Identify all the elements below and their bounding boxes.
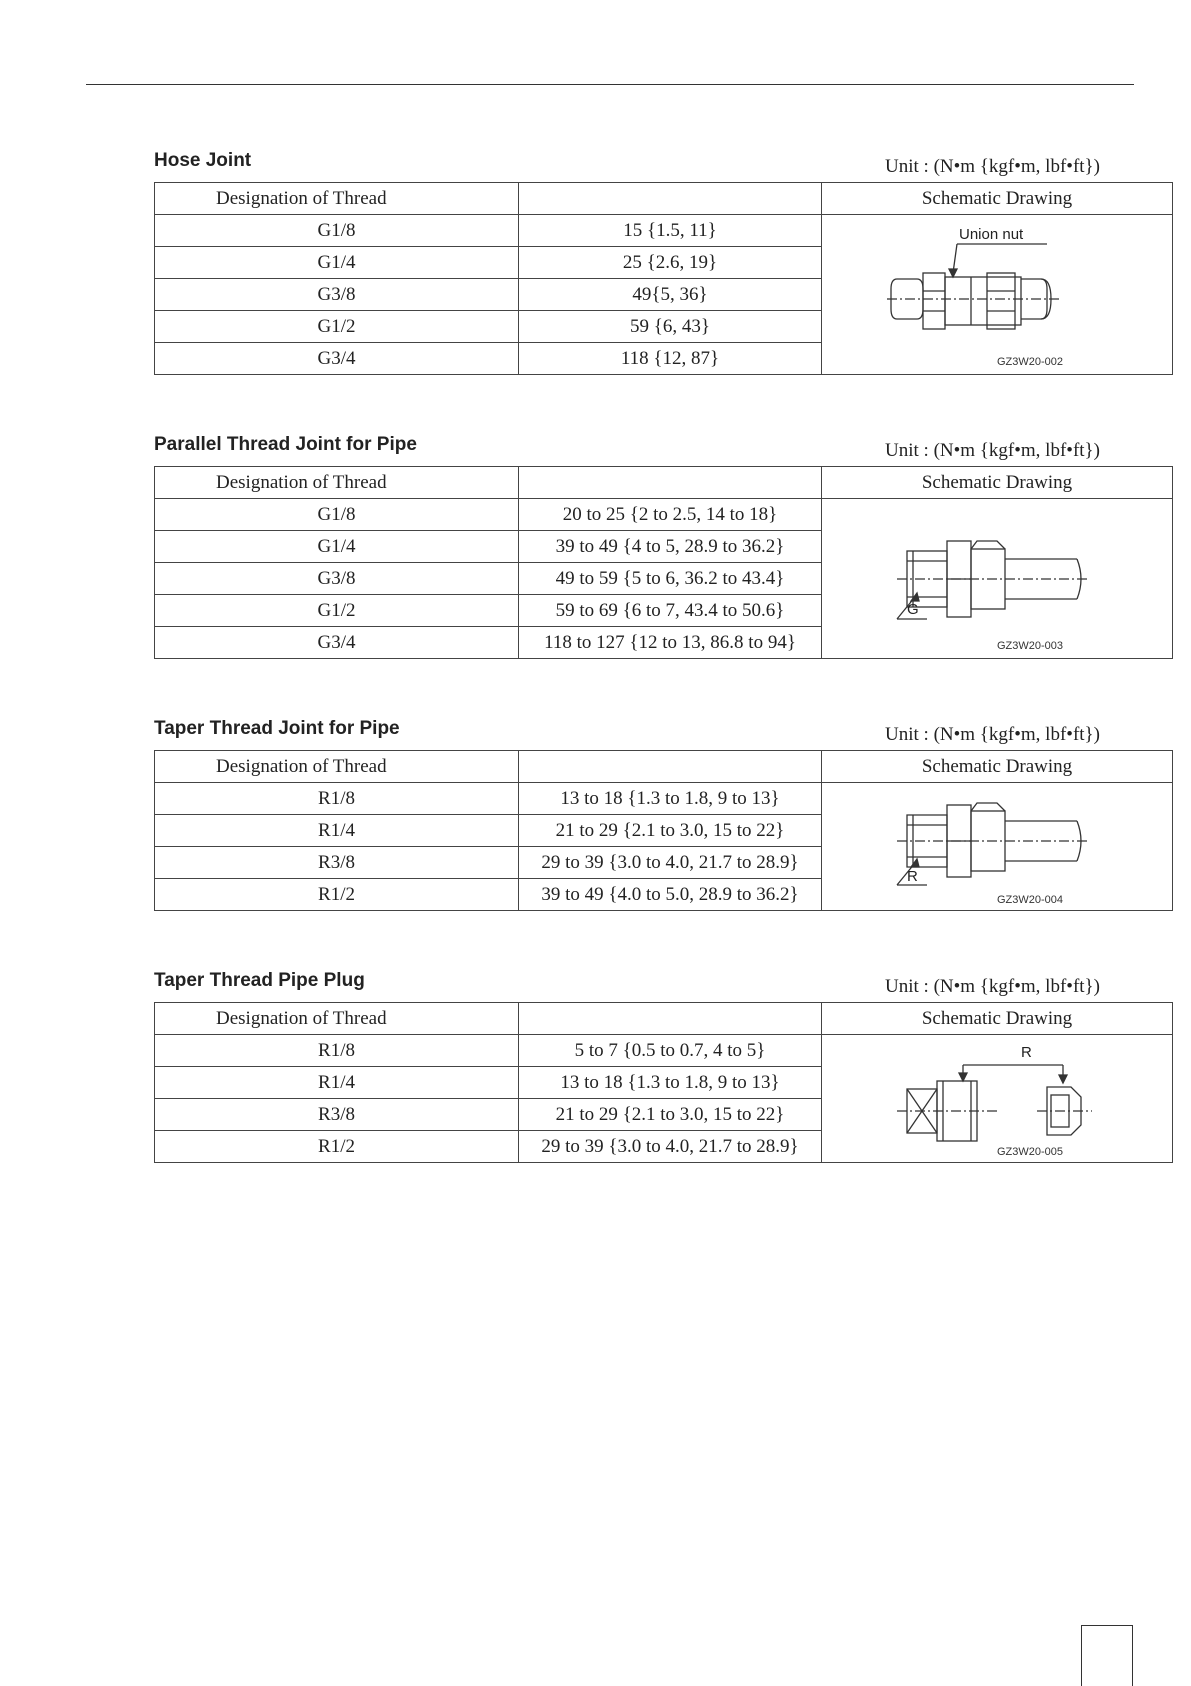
section-title: Taper Thread Pipe Plug [154,970,365,991]
unit-label: Unit : (N•m {kgf•m, lbf•ft}) [885,440,1100,461]
taper-joint-drawing [887,785,1107,909]
torque-cell: 59 to 69 {6 to 7, 43.4 to 50.6} [519,595,822,627]
pipe-plug-drawing [887,1037,1107,1161]
page-number-box [1081,1625,1133,1686]
thread-cell: R3/8 [155,1099,519,1131]
thread-cell: R1/4 [155,1067,519,1099]
section-title: Taper Thread Joint for Pipe [154,718,400,739]
torque-table [154,466,1173,659]
hose-joint-drawing [887,217,1107,372]
thread-cell: G3/8 [155,279,519,311]
schematic-drawing [822,215,1173,375]
designation-header: Designation of Thread [155,183,519,215]
designation-header: Designation of Thread [155,467,519,499]
torque-cell: 49 to 59 {5 to 6, 36.2 to 43.4} [519,563,822,595]
thread-cell: G3/4 [155,627,519,659]
torque-cell: 39 to 49 {4 to 5, 28.9 to 36.2} [519,531,822,563]
torque-table [154,750,1173,911]
torque-cell: 29 to 39 {3.0 to 4.0, 21.7 to 28.9} [519,1131,822,1163]
torque-cell: 29 to 39 {3.0 to 4.0, 21.7 to 28.9} [519,847,822,879]
thread-cell: R1/2 [155,879,519,911]
table-row [155,783,1173,815]
schematic-drawing [822,1035,1173,1163]
table-row [155,499,1173,531]
torque-cell: 59 {6, 43} [519,311,822,343]
thread-cell: R1/8 [155,1035,519,1067]
header-rule [86,84,1134,85]
hose-joint-section [154,150,1110,375]
drawing-header: Schematic Drawing [822,751,1173,783]
designation-header: Designation of Thread [155,751,519,783]
drawing-code: GZ3W20-003 [997,640,1064,652]
thread-cell: R3/8 [155,847,519,879]
torque-cell: 15 {1.5, 11} [519,215,822,247]
parallel-thread-section [154,434,1110,659]
drawing-code: GZ3W20-002 [997,356,1064,368]
designation-header: Designation of Thread [155,1003,519,1035]
torque-cell: 13 to 18 {1.3 to 1.8, 9 to 13} [519,1067,822,1099]
thread-cell: G1/2 [155,311,519,343]
torque-table [154,182,1173,375]
drawing-label: Union nut [959,226,1024,243]
pipe-plug-section [154,970,1110,1163]
drawing-header: Schematic Drawing [822,1003,1173,1035]
thread-cell: G1/2 [155,595,519,627]
thread-cell: G3/8 [155,563,519,595]
torque-cell: 5 to 7 {0.5 to 0.7, 4 to 5} [519,1035,822,1067]
torque-cell: 25 {2.6, 19} [519,247,822,279]
thread-cell: R1/2 [155,1131,519,1163]
section-title: Parallel Thread Joint for Pipe [154,434,417,455]
thread-cell: R1/4 [155,815,519,847]
drawing-label: R [907,868,918,885]
schematic-drawing [822,783,1173,911]
section-title: Hose Joint [154,150,252,171]
thread-cell: G1/4 [155,531,519,563]
thread-cell: G3/4 [155,343,519,375]
torque-cell: 21 to 29 {2.1 to 3.0, 15 to 22} [519,815,822,847]
torque-table [154,1002,1173,1163]
drawing-code: GZ3W20-004 [997,894,1064,906]
table-row [155,215,1173,247]
drawing-header: Schematic Drawing [822,183,1173,215]
taper-joint-section [154,718,1110,911]
torque-cell: 20 to 25 {2 to 2.5, 14 to 18} [519,499,822,531]
torque-cell: 39 to 49 {4.0 to 5.0, 28.9 to 36.2} [519,879,822,911]
unit-label: Unit : (N•m {kgf•m, lbf•ft}) [885,724,1100,745]
table-row [155,1035,1173,1067]
thread-cell: G1/8 [155,215,519,247]
schematic-drawing [822,499,1173,659]
drawing-header: Schematic Drawing [822,467,1173,499]
unit-label: Unit : (N•m {kgf•m, lbf•ft}) [885,976,1100,997]
drawing-label: G [907,601,919,618]
drawing-code: GZ3W20-005 [997,1146,1064,1158]
torque-cell: 118 {12, 87} [519,343,822,375]
drawing-label: R [1021,1044,1032,1061]
unit-label: Unit : (N•m {kgf•m, lbf•ft}) [885,156,1100,177]
torque-cell: 118 to 127 {12 to 13, 86.8 to 94} [519,627,822,659]
parallel-joint-drawing [887,501,1107,656]
torque-cell: 13 to 18 {1.3 to 1.8, 9 to 13} [519,783,822,815]
thread-cell: G1/4 [155,247,519,279]
torque-cell: 21 to 29 {2.1 to 3.0, 15 to 22} [519,1099,822,1131]
thread-cell: G1/8 [155,499,519,531]
thread-cell: R1/8 [155,783,519,815]
torque-cell: 49{5, 36} [519,279,822,311]
